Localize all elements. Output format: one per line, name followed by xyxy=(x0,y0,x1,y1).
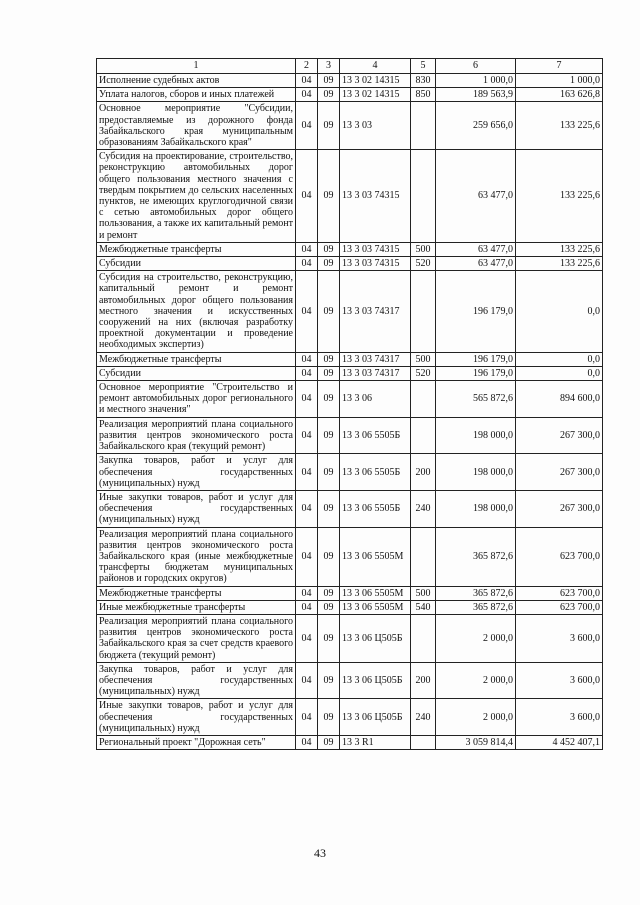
page-number: 43 xyxy=(314,846,326,860)
row-amount-1: 2 000,0 xyxy=(436,699,516,736)
row-amount-1: 259 656,0 xyxy=(436,102,516,150)
row-expense-type xyxy=(411,271,436,352)
row-section: 04 xyxy=(296,586,318,600)
row-subsection: 09 xyxy=(318,490,340,527)
row-target-item: 13 3 R1 xyxy=(340,735,411,749)
row-expense-type: 240 xyxy=(411,490,436,527)
table-body xyxy=(97,74,603,750)
table-row xyxy=(97,662,603,699)
row-section: 04 xyxy=(296,527,318,586)
row-expense-type xyxy=(411,150,436,243)
row-subsection: 09 xyxy=(318,381,340,418)
table-row xyxy=(97,454,603,491)
row-subsection: 09 xyxy=(318,586,340,600)
row-subsection: 09 xyxy=(318,271,340,352)
row-name: Основное мероприятие "Субсидии, предоставляемые из дорожного фонда Забайкальского края муниципальным образованиям Забайкальского края" xyxy=(97,102,296,150)
row-target-item: 13 3 06 5505М xyxy=(340,527,411,586)
table-row xyxy=(97,614,603,662)
row-subsection: 09 xyxy=(318,150,340,243)
table-row xyxy=(97,735,603,749)
row-amount-1: 565 872,6 xyxy=(436,381,516,418)
row-subsection: 09 xyxy=(318,454,340,491)
row-amount-1: 1 000,0 xyxy=(436,74,516,88)
row-subsection: 09 xyxy=(318,600,340,614)
row-amount-2: 3 600,0 xyxy=(516,614,603,662)
row-section: 04 xyxy=(296,102,318,150)
row-name: Межбюджетные трансферты xyxy=(97,242,296,256)
row-amount-1: 365 872,6 xyxy=(436,527,516,586)
row-amount-1: 196 179,0 xyxy=(436,271,516,352)
row-name: Иные межбюджетные трансферты xyxy=(97,600,296,614)
row-section: 04 xyxy=(296,600,318,614)
row-amount-2: 0,0 xyxy=(516,352,603,366)
row-expense-type xyxy=(411,527,436,586)
row-target-item: 13 3 06 5505Б xyxy=(340,454,411,491)
row-expense-type xyxy=(411,417,436,454)
row-expense-type xyxy=(411,614,436,662)
row-amount-1: 198 000,0 xyxy=(436,417,516,454)
row-target-item: 13 3 03 74317 xyxy=(340,366,411,380)
row-expense-type: 520 xyxy=(411,257,436,271)
table-row xyxy=(97,88,603,102)
row-name: Иные закупки товаров, работ и услуг для обеспечения государственных (муниципальных) нужд xyxy=(97,699,296,736)
row-name: Региональный проект "Дорожная сеть" xyxy=(97,735,296,749)
header-col-7: 7 xyxy=(516,59,603,74)
table-header-row xyxy=(97,59,603,74)
row-name: Субсидия на строительство, реконструкцию, капитальный ремонт и ремонт автомобильных дорог общего пользования местного значения и искусственных сооружений на них (включая разработку проектной документации и проведение необходимых экспертиз) xyxy=(97,271,296,352)
row-section: 04 xyxy=(296,490,318,527)
table-row xyxy=(97,242,603,256)
row-amount-2: 0,0 xyxy=(516,366,603,380)
table-row xyxy=(97,600,603,614)
row-amount-1: 2 000,0 xyxy=(436,662,516,699)
row-target-item: 13 3 03 74315 xyxy=(340,150,411,243)
row-amount-2: 267 300,0 xyxy=(516,490,603,527)
row-section: 04 xyxy=(296,454,318,491)
row-name: Реализация мероприятий плана социального развития центров экономического роста Забайкальского края (текущий ремонт) xyxy=(97,417,296,454)
row-amount-2: 623 700,0 xyxy=(516,600,603,614)
table-row xyxy=(97,490,603,527)
row-amount-2: 0,0 xyxy=(516,271,603,352)
row-section: 04 xyxy=(296,352,318,366)
table-row xyxy=(97,271,603,352)
row-subsection: 09 xyxy=(318,417,340,454)
row-amount-1: 63 477,0 xyxy=(436,150,516,243)
row-target-item: 13 3 03 74317 xyxy=(340,271,411,352)
table-row xyxy=(97,417,603,454)
row-section: 04 xyxy=(296,242,318,256)
table-row xyxy=(97,381,603,418)
row-name: Закупка товаров, работ и услуг для обеспечения государственных (муниципальных) нужд xyxy=(97,454,296,491)
row-expense-type xyxy=(411,735,436,749)
row-target-item: 13 3 06 5505Б xyxy=(340,490,411,527)
row-target-item: 13 3 06 Ц505Б xyxy=(340,699,411,736)
table-row xyxy=(97,699,603,736)
row-section: 04 xyxy=(296,417,318,454)
row-target-item: 13 3 06 xyxy=(340,381,411,418)
row-amount-2: 3 600,0 xyxy=(516,699,603,736)
row-name: Межбюджетные трансферты xyxy=(97,586,296,600)
row-section: 04 xyxy=(296,271,318,352)
row-name: Реализация мероприятий плана социального развития центров экономического роста Забайкальского края (иные межбюджетные трансферты бюджетам муниципальных районов и городских округов) xyxy=(97,527,296,586)
header-col-1: 1 xyxy=(97,59,296,74)
row-target-item: 13 3 06 5505М xyxy=(340,600,411,614)
row-amount-1: 365 872,6 xyxy=(436,586,516,600)
row-amount-1: 3 059 814,4 xyxy=(436,735,516,749)
row-subsection: 09 xyxy=(318,257,340,271)
row-target-item: 13 3 06 5505М xyxy=(340,586,411,600)
table-row xyxy=(97,366,603,380)
row-subsection: 09 xyxy=(318,88,340,102)
row-amount-2: 3 600,0 xyxy=(516,662,603,699)
row-target-item: 13 3 03 74317 xyxy=(340,352,411,366)
row-amount-2: 133 225,6 xyxy=(516,242,603,256)
row-amount-2: 623 700,0 xyxy=(516,586,603,600)
row-section: 04 xyxy=(296,257,318,271)
row-expense-type xyxy=(411,102,436,150)
row-expense-type: 520 xyxy=(411,366,436,380)
row-expense-type: 500 xyxy=(411,352,436,366)
row-section: 04 xyxy=(296,735,318,749)
header-col-3: 3 xyxy=(318,59,340,74)
table-row xyxy=(97,150,603,243)
row-amount-2: 133 225,6 xyxy=(516,150,603,243)
header-col-5: 5 xyxy=(411,59,436,74)
table-row xyxy=(97,352,603,366)
row-section: 04 xyxy=(296,381,318,418)
row-expense-type: 240 xyxy=(411,699,436,736)
header-col-6: 6 xyxy=(436,59,516,74)
row-section: 04 xyxy=(296,88,318,102)
row-section: 04 xyxy=(296,699,318,736)
row-subsection: 09 xyxy=(318,662,340,699)
row-name: Основное мероприятие "Строительство и ремонт автомобильных дорог регионального и местного значения" xyxy=(97,381,296,418)
table-row xyxy=(97,74,603,88)
row-subsection: 09 xyxy=(318,74,340,88)
row-amount-1: 365 872,6 xyxy=(436,600,516,614)
row-section: 04 xyxy=(296,74,318,88)
row-name: Межбюджетные трансферты xyxy=(97,352,296,366)
budget-table xyxy=(96,58,603,750)
row-target-item: 13 3 03 xyxy=(340,102,411,150)
row-target-item: 13 3 06 5505Б xyxy=(340,417,411,454)
table-row xyxy=(97,527,603,586)
row-name: Иные закупки товаров, работ и услуг для обеспечения государственных (муниципальных) нужд xyxy=(97,490,296,527)
row-subsection: 09 xyxy=(318,242,340,256)
row-subsection: 09 xyxy=(318,527,340,586)
row-section: 04 xyxy=(296,150,318,243)
row-amount-1: 189 563,9 xyxy=(436,88,516,102)
row-expense-type: 850 xyxy=(411,88,436,102)
row-section: 04 xyxy=(296,366,318,380)
row-amount-2: 4 452 407,1 xyxy=(516,735,603,749)
row-subsection: 09 xyxy=(318,102,340,150)
row-expense-type: 540 xyxy=(411,600,436,614)
row-amount-2: 133 225,6 xyxy=(516,257,603,271)
row-amount-1: 63 477,0 xyxy=(436,257,516,271)
row-name: Субсидия на проектирование, строительство, реконструкцию автомобильных дорог общего пользования местного значения с твердым покрытием до сельских населенных пунктов, не имеющих круглогодичной связи с сетью автомобильных дорог общего пользования, а также их капитальный ремонт и ремонт xyxy=(97,150,296,243)
row-subsection: 09 xyxy=(318,699,340,736)
row-subsection: 09 xyxy=(318,614,340,662)
row-expense-type: 500 xyxy=(411,586,436,600)
row-expense-type: 500 xyxy=(411,242,436,256)
row-amount-2: 623 700,0 xyxy=(516,527,603,586)
row-amount-2: 894 600,0 xyxy=(516,381,603,418)
row-subsection: 09 xyxy=(318,352,340,366)
row-target-item: 13 3 03 74315 xyxy=(340,257,411,271)
row-target-item: 13 3 02 14315 xyxy=(340,88,411,102)
row-amount-2: 267 300,0 xyxy=(516,454,603,491)
row-amount-1: 198 000,0 xyxy=(436,454,516,491)
row-expense-type xyxy=(411,381,436,418)
table-row xyxy=(97,257,603,271)
row-amount-1: 198 000,0 xyxy=(436,490,516,527)
row-name: Реализация мероприятий плана социального развития центров экономического роста Забайкальского края за счет средств краевого бюджета (текущий ремонт) xyxy=(97,614,296,662)
row-amount-2: 267 300,0 xyxy=(516,417,603,454)
row-section: 04 xyxy=(296,662,318,699)
row-amount-1: 196 179,0 xyxy=(436,366,516,380)
table-row xyxy=(97,102,603,150)
row-name: Исполнение судебных актов xyxy=(97,74,296,88)
row-expense-type: 830 xyxy=(411,74,436,88)
row-target-item: 13 3 02 14315 xyxy=(340,74,411,88)
row-name: Субсидии xyxy=(97,257,296,271)
row-amount-1: 63 477,0 xyxy=(436,242,516,256)
row-amount-2: 163 626,8 xyxy=(516,88,603,102)
row-amount-2: 1 000,0 xyxy=(516,74,603,88)
row-amount-1: 2 000,0 xyxy=(436,614,516,662)
row-amount-1: 196 179,0 xyxy=(436,352,516,366)
row-expense-type: 200 xyxy=(411,662,436,699)
row-subsection: 09 xyxy=(318,366,340,380)
row-name: Уплата налогов, сборов и иных платежей xyxy=(97,88,296,102)
row-target-item: 13 3 06 Ц505Б xyxy=(340,614,411,662)
table-row xyxy=(97,586,603,600)
row-name: Закупка товаров, работ и услуг для обеспечения государственных (муниципальных) нужд xyxy=(97,662,296,699)
row-expense-type: 200 xyxy=(411,454,436,491)
header-col-4: 4 xyxy=(340,59,411,74)
row-amount-2: 133 225,6 xyxy=(516,102,603,150)
row-name: Субсидии xyxy=(97,366,296,380)
row-target-item: 13 3 03 74315 xyxy=(340,242,411,256)
row-target-item: 13 3 06 Ц505Б xyxy=(340,662,411,699)
row-section: 04 xyxy=(296,614,318,662)
row-subsection: 09 xyxy=(318,735,340,749)
header-col-2: 2 xyxy=(296,59,318,74)
